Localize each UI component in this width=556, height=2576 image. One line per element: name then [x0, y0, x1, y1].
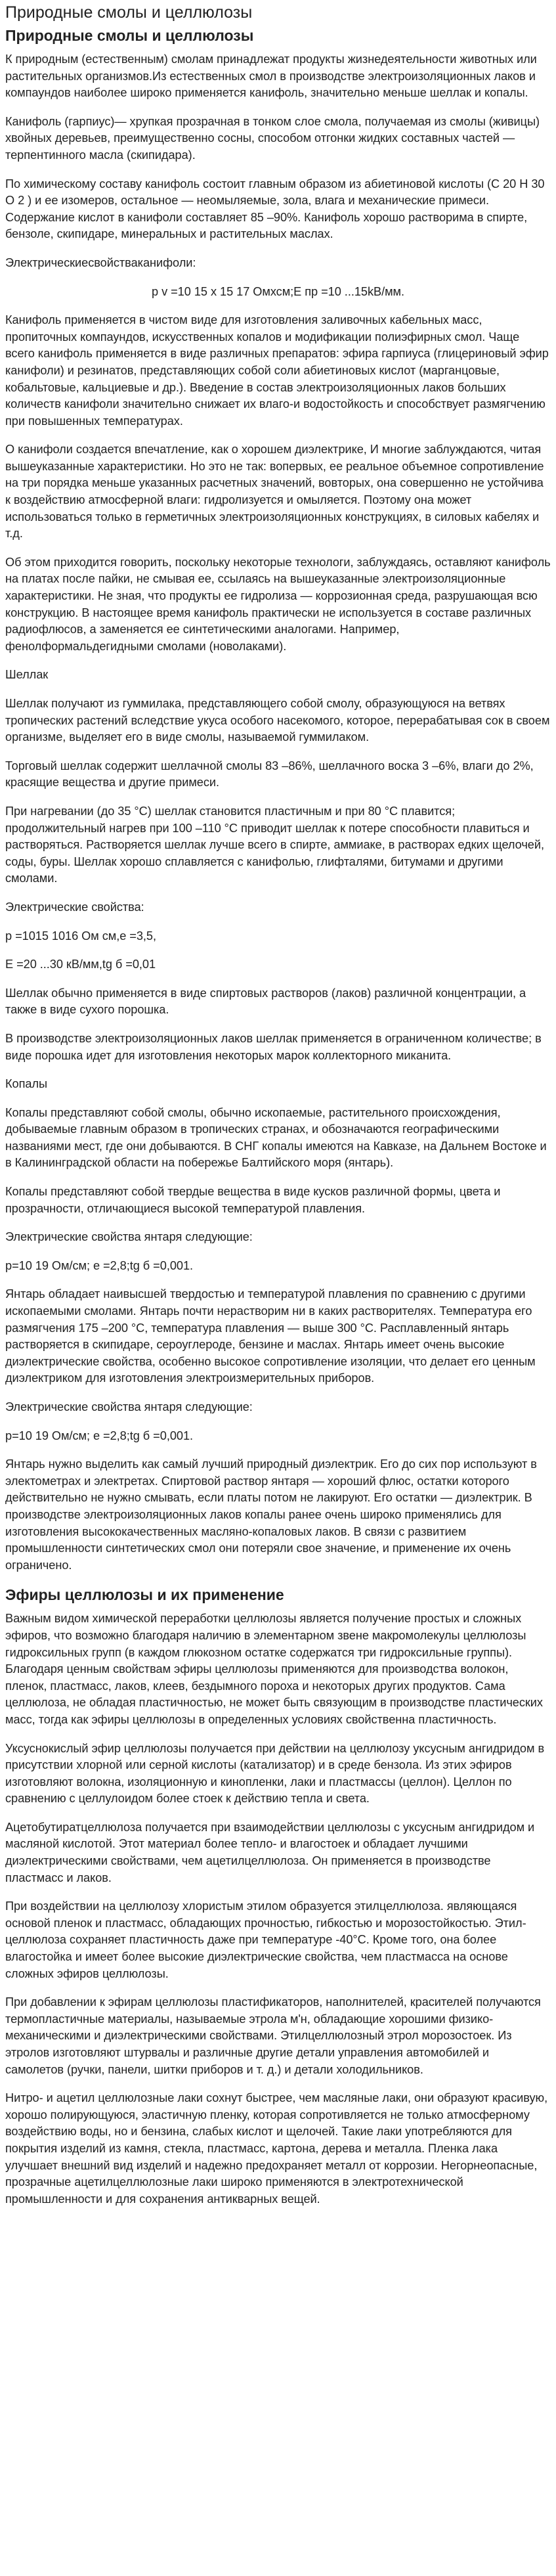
paragraph: При воздействии на целлюлозу хлористым этилом образуется этилцеллюлоза. являющаяся основой пленок и пластмасс, обладающих прочностью, гибкостью и морозостойкостью. Этил-целлюлоза сохраняет пластичность даже при температуре -40°С. Кроме того, она более влагостойка и имеет более высокие диэлектрические свойства, чем пластмасса на основе сложных эфиров целлюлозы. — [5, 1899, 526, 1980]
paragraph: Электрические свойства: — [5, 900, 144, 914]
paragraph: Копалы представляют собой твердые вещества в виде кусков различной формы, цвета и прозрачности, отличающиеся высокой температурой плавления. — [5, 1185, 501, 1215]
paragraph: При нагревании (до 35 °С) шеллак становится пластичным и при 80 °С плавится; продолжительный нагрев при 100 –110 °С приводит шеллак к потере способности плавиться и растворяться. Растворяется шеллак лучше всего в спирте, аммиаке, в растворах едких щелочей, соды, буры. Шеллак хорошо сплавляется с канифолью, глифталями, битумами и другими смолами. — [5, 804, 544, 885]
paragraph: При добавлении к эфирам целлюлозы пластификаторов, наполнителей, красителей получаются термопластичные материалы, называемые этрола м'н, обладающие хорошими физико-механическими и диэлектрическими свойствами. Этилцеллюлозный этрол морозостоек. Из этролов изготовляют штурвалы и различные другие детали управления автомобилей и самолетов (ручки, панели, шитки приборов и т. д.) и детали холодильников. — [5, 1995, 541, 2076]
paragraph: В производстве электроизоляционных лаков шеллак применяется в ограниченном количестве; в виде порошка идет для изготовления некоторых марок коллекторного миканита. — [5, 1031, 542, 1062]
subheading-copal: Копалы — [5, 1077, 48, 1091]
paragraph: Копалы представляют собой смолы, обычно ископаемые, растительного происхождения, добываемые главным образом в тропических странах, и обозначаются географическими названиями мест, где они добываются. В СНГ копалы имеются на Кавказе, на Дальнем Востоке и в Калининградской области на побережье Балтийского моря (янтарь). — [5, 1105, 547, 1170]
paragraph: Электрическиесвойстваканифоли: — [5, 255, 196, 269]
article — [0, 3, 556, 2208]
paragraph: Янтарь обладает наивысшей твердостью и температурой плавления по сравнению с другими ископаемыми смолами. Янтарь почти нерастворим ни в каких растворителях. Температура его размягчения 175 –200 °С, температура плавления — выше 300 °С. Расплавленный янтарь растворяется в скипидаре, сероуглероде, бензине и маслах. Янтарь имеет очень высокие диэлектрические свойства, особенно высокое сопротивление изоляции, что делает его ценным диэлектриком для изготовления электроизмерительных приборов. — [5, 1287, 536, 1385]
paragraph: Уксуснокислый эфир целлюлозы получается при действии на целлюлозу уксусным ангидридом в присутствии хлорной или серной кислоты (катализатор) и в среде бензола. Из этих эфиров изготовляют волокна, изоляционную и кинопленки, лаки и пластмассы (целлон). Целлон по сравнению с целлулоидом более стоек к действию тепла и света. — [5, 1741, 545, 1806]
paragraph: Янтарь нужно выделить как самый лучший природный диэлектрик. Его до сих пор используют в электометрах и электретах. Спиртовой раствор янтаря — хороший флюс, остатки которого действительно не нужно смывать, если платы потом не лакируют. Его остатки — диэлектрик. В производстве электроизоляционных лаков копалы ранее очень широко применялись для изготовления высококачественных масляно-копаловых лаков. В связи с развитием промышленности синтетических смол они потеряли свое значение, и применение их очень ограничено. — [5, 1457, 537, 1572]
formula-line: p v =10 15 x 15 17 Омхсм;Е пр =10 ...15kВ/мм. — [152, 284, 404, 298]
property-line: p =1015 1016 Ом см,e =3,5, — [5, 929, 156, 943]
paragraph: К природным (естественным) смолам принадлежат продукты жизнедеятельности животных или растительных организмов.Из естественных смол в производстве электроизоляционных лаков и компаундов наиболее широко применяется канифоль, значительно меньше шеллак и копалы. — [5, 53, 537, 100]
paragraph: О канифоли создается впечатление, как о хорошем диэлектрике, И многие заблуждаются, читая вышеуказанные характеристики. Но это не так: вопервых, ее реальное объемное сопротивление на три порядка меньше указанных расчетных значений, вовторых, она совершенно не устойчива к воздействию атмосферной влаги: гидролизуется и омыляется. Поэтому она может использоваться только в герметичных электроизоляционных конструкциях, в силовых кабелях и т.д. — [5, 443, 544, 541]
subheading-shellac: Шеллак — [5, 668, 49, 682]
property-line: p=10 19 Ом/см; e =2,8;tg б =0,001. — [5, 1258, 194, 1272]
paragraph: Шеллак обычно применяется в виде спиртовых растворов (лаков) различной концентрации, а также в виде сухого порошка. — [5, 986, 526, 1017]
paragraph: Шеллак получают из гуммилака, представляющего собой смолу, образующуюся на ветвях тропических растений вследствие укуса особого насекомого, которое, перерабатывая сок в своем организме, выделяет его в виде смолы, называемой гуммилаком. — [5, 697, 550, 744]
paragraph: По химическому составу канифоль состоит главным образом из абиетиновой кислоты (С 20 Н 30 О 2 ) и ее изомеров, остальное — неомыляемые, зола, влага и механические примеси. Содержание кислот в канифоли составляет 85 –90%. Канифоль хорошо растворима в спирте, бензоле, скипидаре, минеральных и растительных маслах. — [5, 177, 545, 241]
paragraph: Электрические свойства янтаря следующие: — [5, 1400, 253, 1413]
section-heading-cellulose: Эфиры целлюлозы и их применение — [5, 1586, 284, 1604]
paragraph: Торговый шеллак содержит шеллачной смолы 83 –86%, шеллачного воска 3 –6%, влаги до 2%, красящие вещества и другие примеси. — [5, 759, 534, 789]
paragraph: Электрические свойства янтаря следующие: — [5, 1230, 253, 1244]
paragraph: Нитро- и ацетил целлюлозные лаки сохнут быстрее, чем масляные лаки, они образуют красивую, хорошо полирующуюся, эластичную пленку, которая сопротивляется не только атмосферному воздействию воды, но и бензина, слабых кислот и щелочей. Такие лаки употребляются для покрытия изделий из камня, стекла, пластмасс, картона, дерева и металла. Пленка лака улучшает внешний вид изделий и надежно предохраняет металл от коррозии. Негорнеопасные, прозрачные ацетилцеллюлозные лаки широко применяются в электротехнической промышленности и для сохранения антикварных вещей. — [5, 2091, 548, 2206]
page-title: Природные смолы и целлюлозы — [5, 3, 253, 22]
property-line: E =20 ...30 кВ/мм,tg б =0,01 — [5, 958, 156, 971]
property-line: p=10 19 Ом/см; e =2,8;tg б =0,001. — [5, 1429, 194, 1442]
section-heading-resins: Природные смолы и целлюлозы — [5, 27, 254, 44]
paragraph: Канифоль применяется в чистом виде для изготовления заливочных кабельных масс, пропиточных компаундов, искусственных копалов и модификации полиэфирных смол. Чаще всего канифоль применяется в виде различных препаратов: эфира гарпиуса (глицериновый эфир канифоли) и резинатов, представляющих собой соли абиетиновых кислот (марганцовые, кобальтовые, кальциевые и др.). Введение в состав электроизоляционных лаков больших количеств канифоли значительно снижает их влаго-и водостойкость и способствует размягчению при повышенных температурах. — [5, 313, 549, 428]
paragraph: Канифоль (гарпиус)— хрупкая прозрачная в тонком слое смола, получаемая из смолы (живицы) хвойных деревьев, преимущественно сосны, способом отгонки жидких составных частей — терпентинного масла (скипидара). — [5, 114, 540, 162]
paragraph: Ацетобутиратцеллюлоза получается при взаимодействии целлюлозы с уксусным ангидридом и масляной кислотой. Этот материал более тепло- и влагостоек и обладает лучшими диэлектрическими свойствами, чем ацетилцеллюлоза. Он применяется в производстве пластмасс и лаков. — [5, 1820, 535, 1884]
paragraph: Важным видом химической переработки целлюлозы является получение простых и сложных эфиров, что возможно благодаря наличию в элементарном звене макромолекулы целлюлозы гидроксильных групп (в каждом глюкозном остатке содержатся три гидроксильные группы). Благодаря ценным свойствам эфиры целлюлозы применяются для производства волокон, пленок, пластмасс, лаков, клеев, бездымного пороха и некоторых других продуктов. Сама целлюлоза, не обладая пластичностью, не может быть связующим в производстве пластических масс, тогда как эфиры целлюлозы в определенных условиях свойственна пластичность. — [5, 1612, 543, 1726]
paragraph: Об этом приходится говорить, поскольку некоторые технологи, заблуждаясь, оставляют канифоль на платах после пайки, не смывая ее, ссылаясь на вышеуказанные электроизоляционные характеристики. Не зная, что продукты ее гидролиза — коррозионная среда, разрушающая всю конструкцию. В настоящее время канифоль практически не используется в составе различных радиофлюсов, а заменяется ее синтетическими аналогами. Например, фенолформальдегидными смолами (новолаками). — [5, 555, 551, 653]
